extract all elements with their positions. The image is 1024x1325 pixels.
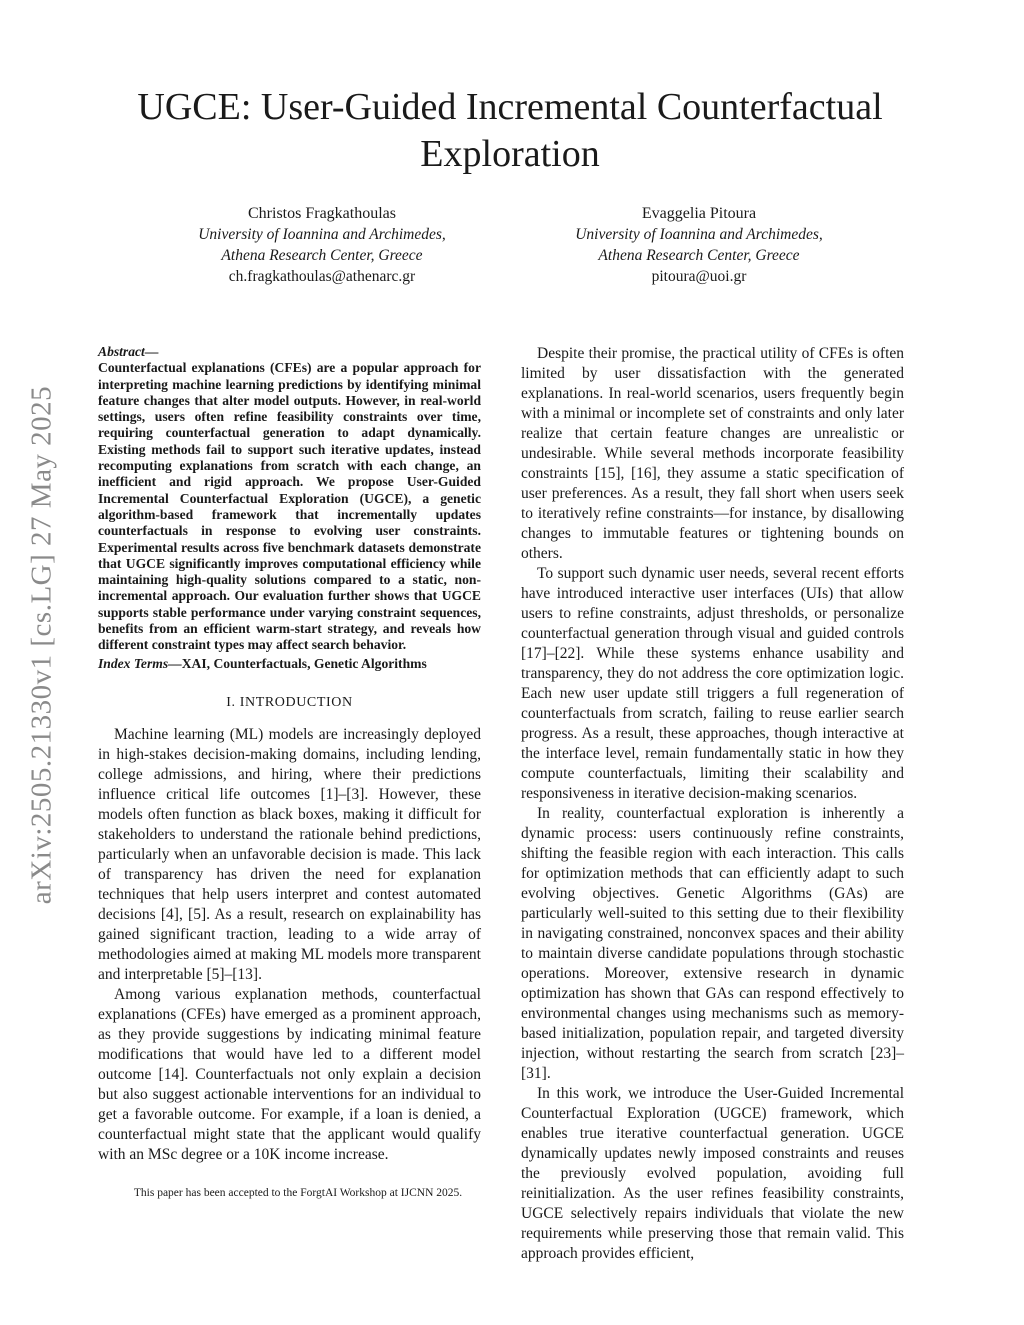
author-affiliation: Athena Research Center, Greece [221, 247, 423, 264]
abstract-label: Abstract— [98, 344, 159, 359]
paragraph: Among various explanation methods, counterfactual explanations (CFEs) have emerged as a prominent approach, as they provide suggestions by indicating minimal feature modifications that would have led to a different model outcome [14]. Counterfactuals not only explain a decision but also suggest actionable interventions for an individual to get a favorable outcome. For example, if a loan is denied, a counterfactual might state that the applicant would qualify with an MSc degree or a 10K income increase. [98, 985, 481, 1163]
index-terms [98, 655, 481, 672]
paper-title: UGCE: User-Guided Incremental Counterfactual Exploration [137, 86, 883, 175]
author-name: Evaggelia Pitoura [641, 205, 757, 222]
arxiv-identifier [22, 345, 62, 945]
arxiv-id-text: arXiv:2505.21330v1 [cs.LG] 27 May 2025 [25, 385, 58, 905]
abstract-text: Counterfactual explanations (CFEs) are a popular approach for interpreting machine learning predictions by identifying minimal feature changes that alter model outputs. However, in real-world settings, users often refine feasibility constraints over time, requiring counterfactual generation to adapt dynamically. Existing methods fail to support such iterative updates, instead recomputing explanations from scratch with each change, an inefficient and rigid approach. We propose User-Guided Incremental Counterfactual Exploration (UGCE), a genetic algorithm-based framework that incrementally updates counterfactuals in response to evolving user constraints. Experimental results across five benchmark datasets demonstrate that UGCE significantly improves computational efficiency while maintaining high-quality solutions compared to a static, non-incremental approach. Our evaluation further shows that UGCE supports stable performance under varying constraint sequences, benefits from an efficient warm-start strategy, and reveals how different constraint types may affect search behavior. [98, 360, 481, 653]
left-column [98, 344, 481, 1165]
paragraph: In this work, we introduce the User-Guided Incremental Counterfactual Exploration (UGCE) framework, which enables true iterative counterfactual generation. UGCE dynamically updates newly imposed constraints and reuses the previously evolved population, avoiding full reinitialization. As the user refines feasibility constraints, UGCE selectively repairs individuals that violate the new requirements while preserving those that remain valid. This approach provides efficient, [521, 1085, 904, 1262]
paragraph: In reality, counterfactual exploration is inherently a dynamic process: users continuously refine constraints, shifting the feasible region with each interaction. This calls for optimization methods that can efficiently adapt to such evolving objectives. Genetic Algorithms (GAs) are particularly well-suited to this setting due to their flexibility in navigating constrained, nonconvex spaces and their ability to maintain diverse candidate populations through stochastic operations. Moreover, extensive research in dynamic optimization has shown that GAs can respond effectively to environmental changes using mechanisms such as memory-based initialization, population repair, and targeted diversity injection, without restarting the search from scratch [23]–[31]. [521, 805, 904, 1082]
author-block-1 [142, 203, 502, 287]
author-block-2 [519, 203, 879, 287]
author-email: ch.fragkathoulas@athenarc.gr [228, 268, 416, 285]
author-email: pitoura@uoi.gr [651, 268, 747, 285]
author-affiliation: University of Ioannina and Archimedes, [575, 226, 823, 243]
paragraph: To support such dynamic user needs, several recent efforts have introduced interactive user interfaces (UIs) that allow users to refine constraints, adjust thresholds, or personalize counterfactual generation through visual and guided controls [17]–[22]. While these systems enhance usability and transparency, they do not address the core optimization logic. Each new user update still triggers a full regeneration of counterfactuals from scratch, failing to reuse earlier search progress. As a result, these approaches, though interactive at the interface level, remain fundamentally static in how they compute counterfactuals, limiting their scalability and responsiveness in iterative decision-making scenarios. [521, 565, 904, 802]
index-terms-label: Index Terms— [98, 655, 182, 671]
section-title: I. INTRODUCTION [226, 694, 353, 710]
author-affiliation: University of Ioannina and Archimedes, [198, 226, 446, 243]
footnote: This paper has been accepted to the ForgtAI Workshop at IJCNN 2025. [133, 1187, 463, 1199]
paragraph: Despite their promise, the practical utility of CFEs is often limited by user dissatisfaction with the generated explanations. In real-world scenarios, users frequently begin with a minimal or incomplete set of constraints and only later realize that certain feature changes are unrealistic or undesirable. While several methods incorporate feasibility constraints [15], [16], they assume a static specification of user preferences. As a result, they fall short when users seek to iteratively refine constraints—for instance, by disallowing changes to immutable features or tightening bounds on others. [521, 345, 904, 562]
author-affiliation: Athena Research Center, Greece [598, 247, 800, 264]
right-column [521, 344, 904, 1264]
index-terms-value: XAI, Counterfactuals, Genetic Algorithms [181, 655, 427, 671]
author-name: Christos Fragkathoulas [248, 205, 396, 222]
abstract [98, 344, 481, 654]
paragraph: Machine learning (ML) models are increasingly deployed in high-stakes decision-making domains, including lending, college admissions, and hiring, where their predictions influence critical life outcomes [1]–[3]. However, these models often function as black boxes, making it difficult for stakeholders to understand the rationale behind predictions, particularly when an unfavorable decision is made. This lack of transparency has driven the need for explanation techniques that help users interpret and contest automated decisions [4], [5]. As a result, research on explainability has gained significant traction, leading to a wide array of methodologies aimed at making ML models more transparent and interpretable [5]–[13]. [98, 725, 481, 983]
